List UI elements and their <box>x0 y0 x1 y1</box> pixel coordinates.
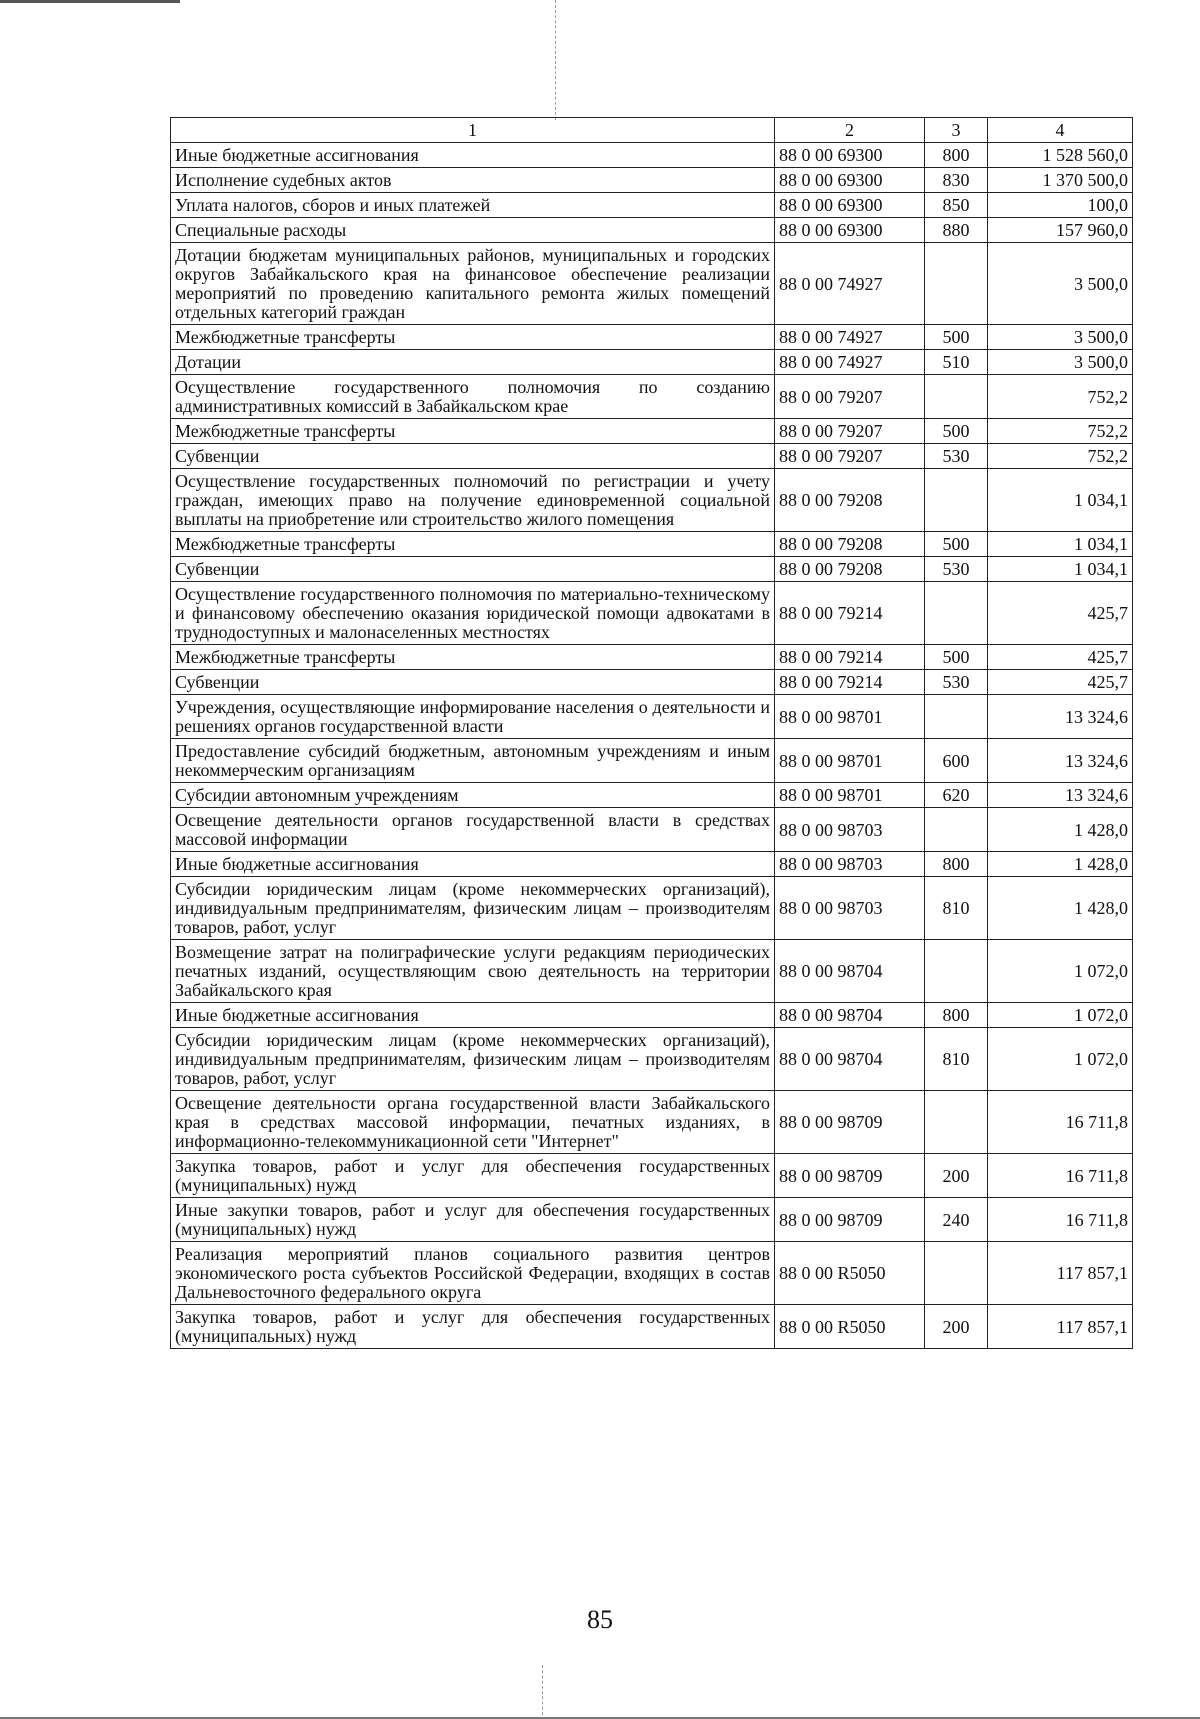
table-row <box>171 469 1133 532</box>
cell-sum: 752,2 <box>988 419 1133 444</box>
cell-sum: 1 034,1 <box>988 469 1133 532</box>
cell-sum: 1 072,0 <box>988 1028 1133 1091</box>
cell-code: 88 0 00 98703 <box>775 808 925 852</box>
table-row <box>171 940 1133 1003</box>
cell-kind: 810 <box>925 877 988 940</box>
cell-sum: 16 711,8 <box>988 1091 1133 1154</box>
header-col-1: 1 <box>171 118 775 143</box>
cell-kind: 800 <box>925 143 988 168</box>
cell-sum: 100,0 <box>988 193 1133 218</box>
cell-name: Субсидии юридическим лицам (кроме некоммерческих организаций), индивидуальным предпринимателям, физическим лицам – производителям товаров, работ, услуг <box>171 1028 775 1091</box>
cell-name: Иные бюджетные ассигнования <box>171 852 775 877</box>
cell-name: Субсидии юридическим лицам (кроме некоммерческих организаций), индивидуальным предпринимателям, физическим лицам – производителям товаров, работ, услуг <box>171 877 775 940</box>
cell-name: Уплата налогов, сборов и иных платежей <box>171 193 775 218</box>
cell-code: 88 0 00 98703 <box>775 877 925 940</box>
cell-code: 88 0 00 69300 <box>775 218 925 243</box>
cell-kind: 830 <box>925 168 988 193</box>
cell-code: 88 0 00 98701 <box>775 783 925 808</box>
cell-kind: 620 <box>925 783 988 808</box>
cell-kind: 500 <box>925 532 988 557</box>
cell-sum: 13 324,6 <box>988 783 1133 808</box>
cell-sum: 16 711,8 <box>988 1198 1133 1242</box>
cell-sum: 1 428,0 <box>988 877 1133 940</box>
cell-name: Учреждения, осуществляющие информирование населения о деятельности и решениях органов государственной власти <box>171 695 775 739</box>
cell-name: Межбюджетные трансферты <box>171 325 775 350</box>
cell-kind <box>925 243 988 325</box>
table-row <box>171 243 1133 325</box>
fold-line-top <box>555 0 556 120</box>
cell-kind <box>925 1242 988 1305</box>
cell-kind <box>925 695 988 739</box>
cell-sum: 1 072,0 <box>988 940 1133 1003</box>
cell-kind: 510 <box>925 350 988 375</box>
cell-name: Дотации <box>171 350 775 375</box>
header-col-3: 3 <box>925 118 988 143</box>
cell-kind <box>925 940 988 1003</box>
table-row <box>171 143 1133 168</box>
cell-sum: 3 500,0 <box>988 325 1133 350</box>
cell-name: Осуществление государственных полномочий по регистрации и учету граждан, имеющих право на получение единовременной социальной выплаты на приобретение или строительство жилого помещения <box>171 469 775 532</box>
cell-code: 88 0 00 R5050 <box>775 1242 925 1305</box>
cell-code: 88 0 00 79207 <box>775 444 925 469</box>
budget-table <box>170 117 1133 1349</box>
cell-code: 88 0 00 79208 <box>775 532 925 557</box>
cell-sum: 117 857,1 <box>988 1242 1133 1305</box>
table-body <box>171 143 1133 1349</box>
cell-sum: 157 960,0 <box>988 218 1133 243</box>
cell-code: 88 0 00 79207 <box>775 419 925 444</box>
cell-kind: 600 <box>925 739 988 783</box>
table-row <box>171 168 1133 193</box>
cell-code: 88 0 00 79214 <box>775 670 925 695</box>
cell-sum: 1 528 560,0 <box>988 143 1133 168</box>
cell-kind: 200 <box>925 1154 988 1198</box>
page-number: 85 <box>587 1605 613 1634</box>
cell-code: 88 0 00 74927 <box>775 350 925 375</box>
cell-sum: 1 072,0 <box>988 1003 1133 1028</box>
cell-kind <box>925 582 988 645</box>
table-row <box>171 1242 1133 1305</box>
cell-name: Предоставление субсидий бюджетным, автономным учреждениям и иным некоммерческим организациям <box>171 739 775 783</box>
table-row <box>171 1003 1133 1028</box>
header-col-2: 2 <box>775 118 925 143</box>
table-row <box>171 532 1133 557</box>
cell-name: Иные бюджетные ассигнования <box>171 143 775 168</box>
cell-sum: 13 324,6 <box>988 739 1133 783</box>
cell-sum: 3 500,0 <box>988 350 1133 375</box>
cell-kind: 500 <box>925 645 988 670</box>
cell-code: 88 0 00 74927 <box>775 325 925 350</box>
cell-sum: 3 500,0 <box>988 243 1133 325</box>
cell-name: Субвенции <box>171 444 775 469</box>
cell-sum: 425,7 <box>988 645 1133 670</box>
cell-kind: 800 <box>925 1003 988 1028</box>
scan-edge-top <box>0 0 180 3</box>
cell-kind: 530 <box>925 557 988 582</box>
table-row <box>171 193 1133 218</box>
cell-code: 88 0 00 79207 <box>775 375 925 419</box>
cell-sum: 425,7 <box>988 670 1133 695</box>
cell-kind: 500 <box>925 419 988 444</box>
fold-line-bottom <box>542 1665 543 1715</box>
cell-code: 88 0 00 74927 <box>775 243 925 325</box>
cell-name: Субсидии автономным учреждениям <box>171 783 775 808</box>
table-row <box>171 557 1133 582</box>
cell-name: Межбюджетные трансферты <box>171 645 775 670</box>
table-row <box>171 645 1133 670</box>
cell-kind <box>925 469 988 532</box>
cell-name: Дотации бюджетам муниципальных районов, муниципальных и городских округов Забайкальского края на финансовое обеспечение реализации мероприятий по проведению капитального ремонта жилых помещений отдельных категорий граждан <box>171 243 775 325</box>
cell-code: 88 0 00 98704 <box>775 940 925 1003</box>
cell-sum: 1 034,1 <box>988 557 1133 582</box>
cell-name: Закупка товаров, работ и услуг для обеспечения государственных (муниципальных) нужд <box>171 1305 775 1349</box>
cell-code: 88 0 00 69300 <box>775 168 925 193</box>
cell-sum: 1 428,0 <box>988 852 1133 877</box>
cell-code: 88 0 00 98709 <box>775 1154 925 1198</box>
cell-kind <box>925 375 988 419</box>
cell-code: 88 0 00 69300 <box>775 143 925 168</box>
table-row <box>171 1028 1133 1091</box>
table-row <box>171 808 1133 852</box>
cell-name: Специальные расходы <box>171 218 775 243</box>
header-col-4: 4 <box>988 118 1133 143</box>
table-row <box>171 218 1133 243</box>
cell-kind: 800 <box>925 852 988 877</box>
cell-name: Осуществление государственного полномочия по материально-техническому и финансовому обеспечению оказания юридической помощи адвокатами в труднодоступных и малонаселенных местностях <box>171 582 775 645</box>
cell-code: 88 0 00 98703 <box>775 852 925 877</box>
cell-sum: 752,2 <box>988 375 1133 419</box>
table-row <box>171 350 1133 375</box>
table-row <box>171 444 1133 469</box>
table-row <box>171 325 1133 350</box>
cell-name: Иные бюджетные ассигнования <box>171 1003 775 1028</box>
table-row <box>171 783 1133 808</box>
header-row <box>171 118 1133 143</box>
table-row <box>171 695 1133 739</box>
cell-name: Субвенции <box>171 557 775 582</box>
cell-name: Межбюджетные трансферты <box>171 532 775 557</box>
table-row <box>171 739 1133 783</box>
table-row <box>171 877 1133 940</box>
cell-kind: 200 <box>925 1305 988 1349</box>
cell-code: 88 0 00 98701 <box>775 739 925 783</box>
cell-name: Осуществление государственного полномочия по созданию административных комиссий в Забайкальском крае <box>171 375 775 419</box>
cell-kind: 810 <box>925 1028 988 1091</box>
table-row <box>171 670 1133 695</box>
cell-code: 88 0 00 98709 <box>775 1091 925 1154</box>
cell-name: Исполнение судебных актов <box>171 168 775 193</box>
cell-name: Иные закупки товаров, работ и услуг для обеспечения государственных (муниципальных) нужд <box>171 1198 775 1242</box>
cell-kind: 240 <box>925 1198 988 1242</box>
cell-name: Возмещение затрат на полиграфические услуги редакциям периодических печатных изданий, осуществляющим свою деятельность на территории Забайкальского края <box>171 940 775 1003</box>
cell-kind: 500 <box>925 325 988 350</box>
cell-kind <box>925 1091 988 1154</box>
cell-code: 88 0 00 98704 <box>775 1028 925 1091</box>
table-row <box>171 1198 1133 1242</box>
cell-code: 88 0 00 98709 <box>775 1198 925 1242</box>
table-row <box>171 1091 1133 1154</box>
cell-code: 88 0 00 98701 <box>775 695 925 739</box>
cell-name: Субвенции <box>171 670 775 695</box>
cell-kind <box>925 808 988 852</box>
cell-code: 88 0 00 69300 <box>775 193 925 218</box>
table-row <box>171 375 1133 419</box>
cell-code: 88 0 00 79208 <box>775 557 925 582</box>
cell-sum: 1 034,1 <box>988 532 1133 557</box>
cell-code: 88 0 00 R5050 <box>775 1305 925 1349</box>
cell-kind: 880 <box>925 218 988 243</box>
cell-sum: 16 711,8 <box>988 1154 1133 1198</box>
cell-sum: 117 857,1 <box>988 1305 1133 1349</box>
cell-kind: 530 <box>925 670 988 695</box>
table-row <box>171 582 1133 645</box>
cell-name: Межбюджетные трансферты <box>171 419 775 444</box>
table-header <box>171 118 1133 143</box>
cell-code: 88 0 00 79208 <box>775 469 925 532</box>
table-row <box>171 1305 1133 1349</box>
cell-name: Реализация мероприятий планов социального развития центров экономического роста субъектов Российской Федерации, входящих в состав Дальневосточного федерального округа <box>171 1242 775 1305</box>
cell-name: Освещение деятельности органа государственной власти Забайкальского края в средствах массовой информации, печатных изданиях, в информационно-телекоммуникационной сети "Интернет" <box>171 1091 775 1154</box>
cell-sum: 425,7 <box>988 582 1133 645</box>
table-row <box>171 1154 1133 1198</box>
cell-kind: 530 <box>925 444 988 469</box>
cell-sum: 752,2 <box>988 444 1133 469</box>
cell-sum: 13 324,6 <box>988 695 1133 739</box>
cell-name: Освещение деятельности органов государственной власти в средствах массовой информации <box>171 808 775 852</box>
table-row <box>171 852 1133 877</box>
table-row <box>171 419 1133 444</box>
cell-name: Закупка товаров, работ и услуг для обеспечения государственных (муниципальных) нужд <box>171 1154 775 1198</box>
cell-kind: 850 <box>925 193 988 218</box>
cell-code: 88 0 00 79214 <box>775 582 925 645</box>
cell-code: 88 0 00 79214 <box>775 645 925 670</box>
cell-sum: 1 428,0 <box>988 808 1133 852</box>
cell-sum: 1 370 500,0 <box>988 168 1133 193</box>
cell-code: 88 0 00 98704 <box>775 1003 925 1028</box>
